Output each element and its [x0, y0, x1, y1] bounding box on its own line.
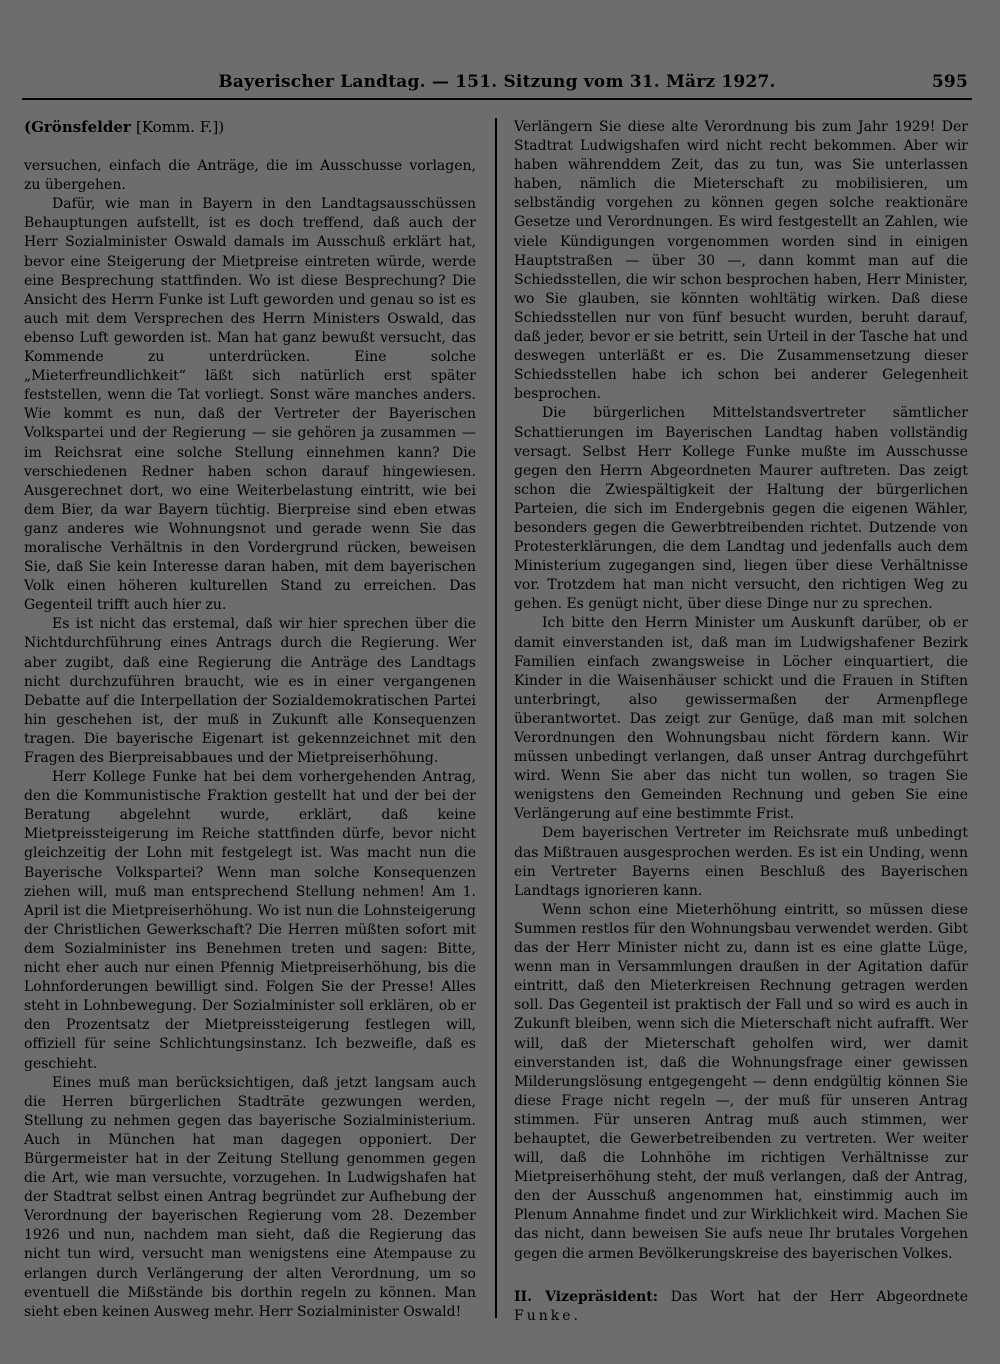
paragraph: Dem bayerischen Vertreter im Reichsrate muß unbedingt das Mißtrauen ausgesprochen werden. Es ist ein Unding, wenn ein Vertreter Bayerns einen Beschluß des Bayerischen Landtags ignorieren kann. — [514, 825, 968, 899]
next-speaker-name: Funke. — [514, 1307, 581, 1324]
vice-president-label: II. Vizepräsident: — [514, 1288, 658, 1305]
speaker-name: (Grönsfelder — [24, 118, 131, 136]
right-column — [514, 118, 968, 1326]
closing-text: Das Wort hat der Herr Abgeordnete — [670, 1288, 968, 1305]
paragraph: Ich bitte den Herrn Minister um Auskunft darüber, ob er damit einverstanden ist, daß man im Ludwigshafener Bezirk Familien einfach zwangsweise in Löcher einquartiert, die Kinder in die Waisenhäuser schickt und die Frauen in Stiften unterbringt, also gewissermaßen der Armenpflege überantwortet. Das zeigt zur Genüge, daß man mit solchen Verordnungen den Wohnungsbau nicht fördern kann. Wir müssen unbedingt verlangen, daß unser Antrag durchgeführt wird. Wenn Sie aber das nicht tun wollen, so tragen Sie wenigstens den Gemeinden Rechnung und geben Sie eine Verlängerung auf eine bestimmte Frist. — [514, 615, 968, 823]
header-title: Bayerischer Landtag. — 151. Sitzung vom 31. März 1927. — [218, 72, 776, 92]
closing-paragraph — [514, 1288, 968, 1326]
running-header — [22, 72, 972, 98]
paragraph: Herr Kollege Funke hat bei dem vorhergehenden Antrag, den die Kommunistische Fraktion gestellt hat und der bei der Beratung abgelehnt wurde, erklärt, daß keine Mietpreissteigerung im Reiche stattfinden dürfe, bevor nicht gleichzeitig der Lohn mit festgelegt ist. Was macht nun die Bayerische Volkspartei? Wenn man solche Konsequenzen ziehen will, muß man entsprechend Stellung nehmen! Am 1. April ist die Mietpreiserhöhung. Wo ist nun die Lohnsteigerung der Christlichen Gewerkschaft? Die Herren müßten sofort mit dem Sozialminister ins Benehmen treten und sagen: Bitte, nicht eher auch nur einen Pfennig Mietpreiserhöhung, bis die Lohnforderungen bewilligt sind. Folgen Sie der Presse! Alles steht in Lohnbewegung. Der Sozialminister soll erklären, ob er den Prozentsatz der Mietpreissteigerung festlegen will, offiziell für seine Schlichtungsinstanz. Ich bezweifle, daß es geschieht. — [24, 769, 476, 1072]
page-number: 595 — [931, 72, 968, 92]
paragraph: Dafür, wie man in Bayern in den Landtagsausschüssen Behauptungen aufstellt, ist es doch treffend, daß auch der Herr Sozialminister Oswald damals im Ausschuß erklärt hat, bevor eine Steigerung der Mietpreise eintreten würde, werde eine Besprechung stattfinden. Wo ist diese Besprechung? Die Ansicht des Herrn Funke ist Luft geworden und genau so ist es auch mit dem Versprechen des Herrn Ministers Oswald, das ebenso Luft geworden ist. Man hat ganz bewußt versucht, das Kommende zu unterdrücken. Eine solche „Mieterfreundlichkeit“ läßt sich natürlich erst später feststellen, wenn die Tat vorliegt. Sonst wäre manches anders. Wie kommt es nun, daß der Vertreter der Bayerischen Volkspartei und der Regierung — sie gehören ja zusammen — im Reichsrat eine solche Stellung einnehmen kann? Die verschiedenen Redner haben schon darauf hingewiesen. Ausgerechnet dort, wo eine Weiterbelastung eintritt, wie bei dem Bier, da war Bayern tüchtig. Bierpreise sind eben etwas ganz anderes wie Wohnungsnot und gerade wenn Sie das moralische Verhältnis in den Vordergrund rücken, beweisen Sie, daß Sie kein Interesse daran haben, mit dem bayerischen Volk einen höheren kulturellen Stand zu erreichen. Das Gegenteil trifft auch hier zu. — [24, 196, 476, 614]
paragraph: Verlängern Sie diese alte Verordnung bis zum Jahr 1929! Der Stadtrat Ludwigshafen wird nicht recht bekommen. Aber wir haben währenddem Zeit, das zu tun, was Sie unterlassen haben, nämlich die Mieterschaft zu mobilisieren, um selbständig vorgehen zu können gegen solche reaktionäre Gesetze und Verordnungen. Es wird festgestellt an Zahlen, wie viele Kündigungen vorgenommen worden sind in einigen Hauptstraßen — über 30 —, dann kommt man auf die Schiedsstellen, die wir schon besprochen haben, Herr Minister, wo Sie glauben, sie könnten wohltätig wirken. Daß diese Schiedsstellen nur von fünf besucht wurden, beruht darauf, daß jeder, bevor er sie betritt, sein Urteil in der Tasche hat und deswegen unterläßt er es. Die Zusammensetzung dieser Schiedsstellen habe ich schon bei anderer Gelegenheit besprochen. — [514, 119, 968, 403]
speaker-affiliation: [Komm. F.]) — [136, 118, 225, 136]
paragraph: Wenn schon eine Mieterhöhung eintritt, so müssen diese Summen restlos für den Wohnungsbau verwendet werden. Gibt das der Herr Minister nicht zu, dann ist es eine glatte Lüge, wenn man in Versammlungen draußen in der Agitation dafür eintritt, daß den Mieterkreisen Rechnung getragen werden soll. Das Gegenteil ist praktisch der Fall und so wird es auch in Zukunft bleiben, wenn sich die Mieterschaft nicht aufrafft. Wer will, daß der Mieterschaft geholfen wird, wer damit einverstanden ist, daß die Wohnungsfrage einer gewissen Milderungslösung entgegengeht — denn endgültig können Sie diese Frage nicht regeln —, der muß für unseren Antrag stimmen. Für unseren Antrag muß auch stimmen, wer behauptet, die Gewerbetreibenden zu vertreten. Wer weiter will, daß die Lohnhöhe im richtigen Verhältnisse zur Mietpreiserhöhung steht, der muß verlangen, daß der Antrag, den der Ausschuß angenommen hat, einstimmig auch im Plenum Annahme findet und zur Wirklichkeit wird. Machen Sie das nicht, dann beweisen Sie aufs neue Ihr brutales Vorgehen gegen die armen Bevölkerungskreise des bayerischen Volkes. — [514, 901, 968, 1262]
paragraph: Die bürgerlichen Mittelstandsvertreter sämtlicher Schattierungen im Bayerischen Landtag haben vollständig versagt. Selbst Herr Kollege Funke mußte im Ausschusse gegen den Herrn Abgeordneten Maurer auftreten. Das zeigt schon die Zwiespältigkeit der Haltung der bürgerlichen Parteien, die sich im Endergebnis gegen die eigenen Wähler, besonders gegen die Gewerbtreibenden richtet. Dutzende von Protesterklärungen, die dem Landtag und jedenfalls auch dem Ministerium zugegangen sind, liegen über diese Verhältnisse vor. Trotzdem hat man nicht versucht, den richtigen Weg zu gehen. Es genügt nicht, über diese Dinge nur zu sprechen. — [514, 405, 968, 613]
left-column — [24, 118, 476, 1322]
header-rule — [22, 98, 972, 100]
paragraph: Es ist nicht das erstemal, daß wir hier sprechen über die Nichtdurchführung eines Antrags durch die Regierung. Wer aber zugibt, daß eine Regierung die Anträge des Landtags nicht durchzuführen braucht, wie es in einer vergangenen Debatte auf die Interpellation der Sozialdemokratischen Partei hin geschehen ist, der muß in Zukunft alle Konsequenzen tragen. Die bayerische Eigenart ist gekennzeichnet mit den Fragen des Bierpreisabbaues und der Mietpreiserhöhung. — [24, 616, 476, 766]
paragraph: Eines muß man berücksichtigen, daß jetzt langsam auch die Herren bürgerlichen Stadträte gezwungen werden, Stellung zu nehmen gegen das bayerische Sozialministerium. Auch in München hat man dagegen opponiert. Der Bürgermeister hat in der Zeitung Stellung genommen gegen die Art, wie man versuchte, vorzugehen. In Ludwigshafen hat der Stadtrat selbst einen Antrag begründet zur Aufhebung der Verordnung der bayerischen Regierung vom 28. Dezember 1926 und nun, nachdem man sieht, daß die Regierung das nicht tun wird, versucht man wenigstens eine Atempause zu erlangen durch Verlängerung der alten Verordnung, um so eventuell die Mißstände bis dorthin regeln zu können. Man sieht eben keinen Ausweg mehr. Herr Sozialminister Oswald! — [24, 1074, 476, 1320]
paragraph: versuchen, einfach die Anträge, die im Ausschusse vorlagen, zu übergehen. — [24, 158, 476, 194]
column-divider — [495, 118, 497, 1318]
speaker-heading — [24, 118, 476, 137]
